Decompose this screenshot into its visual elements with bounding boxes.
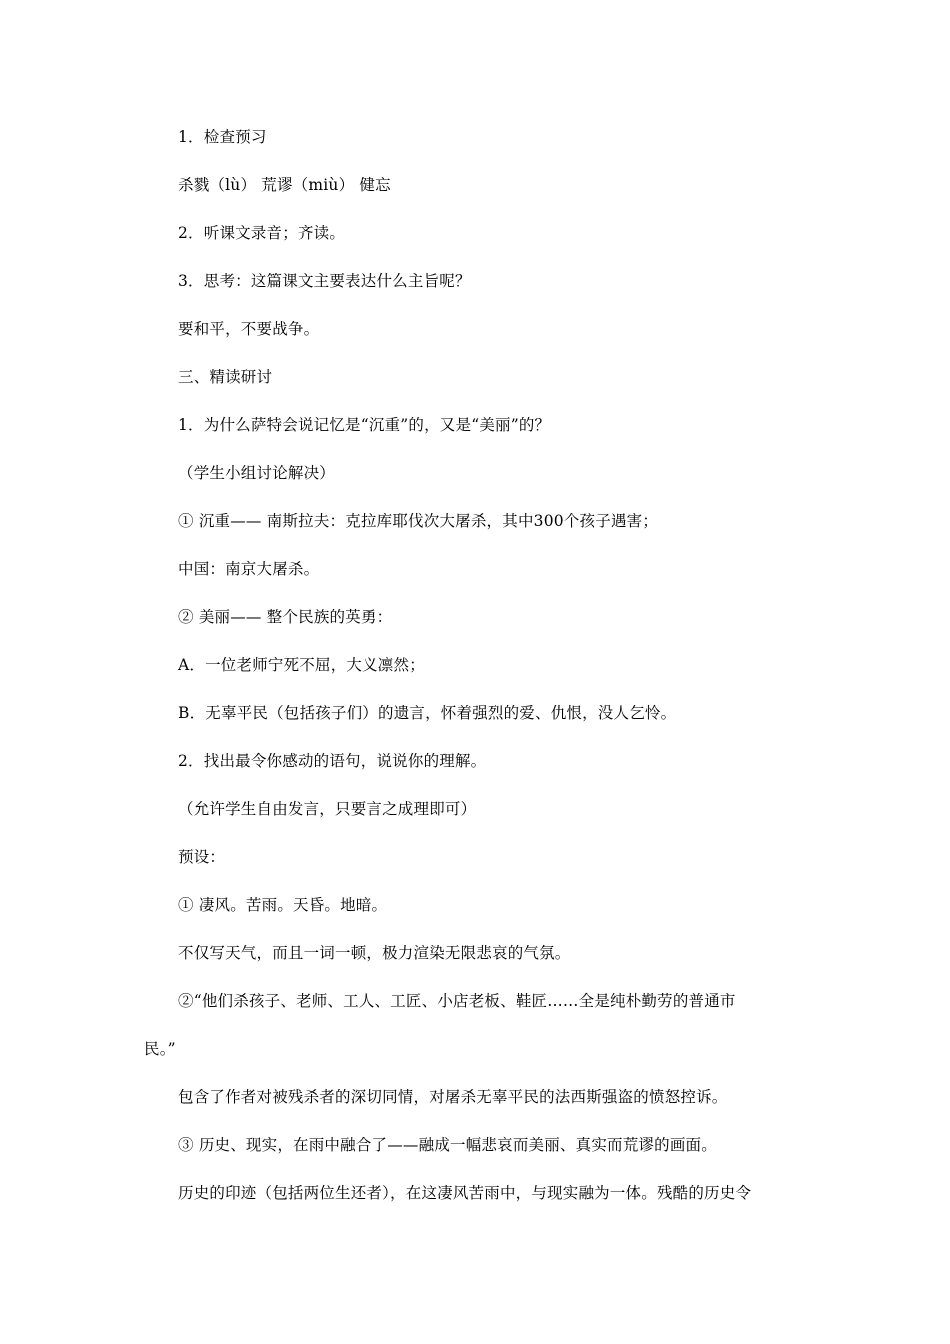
answer-line: 要和平，不要战争。 bbox=[178, 320, 320, 338]
point-heavy: ① 沉重—— 南斯拉夫：克拉库耶伐次大屠杀，其中300个孩子遇害； bbox=[178, 512, 659, 530]
point-beautiful-b: B．无辜平民（包括孩子们）的遗言，怀着强烈的爱、仇恨，没人乞怜。 bbox=[178, 704, 677, 722]
point-heavy-china: 中国：南京大屠杀。 bbox=[178, 560, 320, 578]
preset-3: ③ 历史、现实，在雨中融合了——融成一幅悲哀而美丽、真实而荒谬的画面。 bbox=[178, 1136, 717, 1154]
question-1: 1．为什么萨特会说记忆是“沉重”的，又是“美丽”的？ bbox=[178, 416, 551, 434]
point-beautiful: ② 美丽—— 整个民族的英勇： bbox=[178, 608, 393, 626]
section-item-check-preview: 1．检查预习 bbox=[178, 128, 267, 146]
point-beautiful-a: A．一位老师宁死不屈，大义凛然； bbox=[178, 656, 425, 674]
preset-1-explanation: 不仅写天气，而且一词一顿，极力渲染无限悲哀的气氛。 bbox=[178, 944, 571, 962]
preset-2: ②“他们杀孩子、老师、工人、工匠、小店老板、鞋匠……全是纯朴勤劳的普通市 bbox=[178, 992, 736, 1010]
free-speech-note: （允许学生自由发言，只要言之成理即可） bbox=[178, 800, 477, 818]
section-item-listen: 2．听课文录音；齐读。 bbox=[178, 224, 346, 242]
section-item-think: 3．思考：这篇课文主要表达什么主旨呢？ bbox=[178, 272, 471, 290]
group-discussion-note: （学生小组讨论解决） bbox=[178, 464, 336, 482]
vocabulary-line: 杀戮（lù） 荒谬（miù） 健忘 bbox=[178, 176, 391, 194]
preset-2-continued: 民。” bbox=[144, 1040, 176, 1058]
preset-1: ① 凄风。苦雨。天昏。地暗。 bbox=[178, 896, 388, 914]
preset-3-explanation: 历史的印迹（包括两位生还者），在这凄风苦雨中，与现实融为一体。残酷的历史令 bbox=[178, 1184, 752, 1202]
preset-2-explanation: 包含了作者对被残杀者的深切同情，对屠杀无辜平民的法西斯强盗的愤怒控诉。 bbox=[178, 1088, 728, 1106]
question-2: 2．找出最令你感动的语句，说说你的理解。 bbox=[178, 752, 487, 770]
section-heading-close-reading: 三、精读研讨 bbox=[178, 368, 273, 386]
preset-label: 预设： bbox=[178, 848, 226, 866]
